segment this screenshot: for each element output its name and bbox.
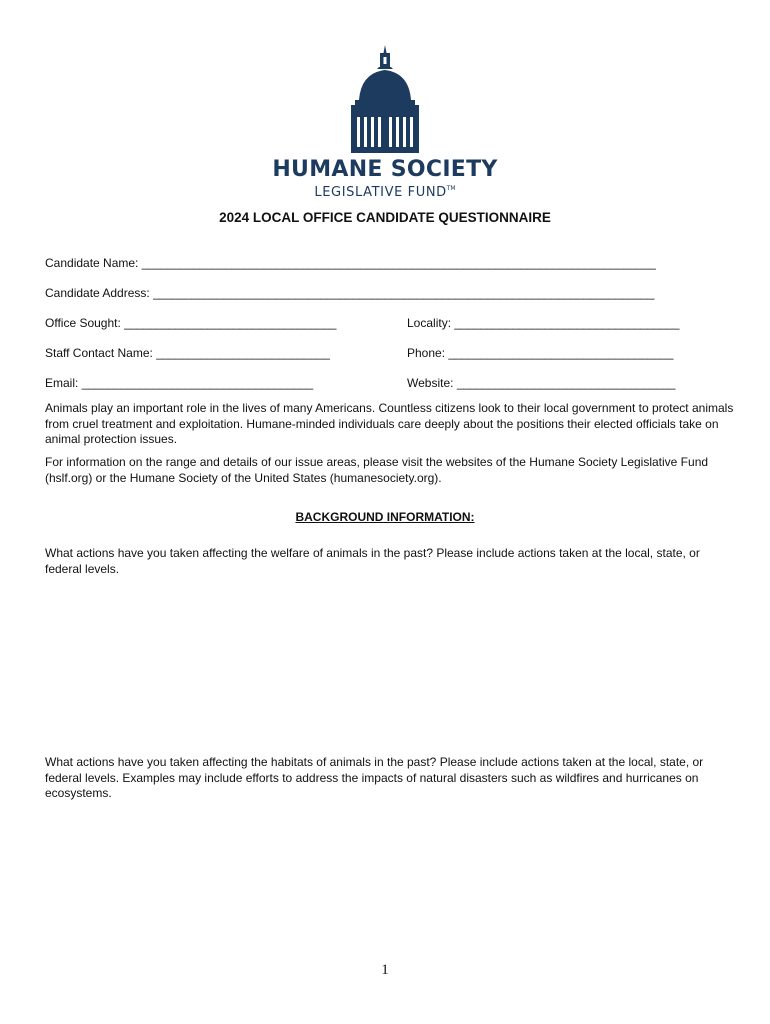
section-heading: BACKGROUND INFORMATION: <box>295 510 475 524</box>
capitol-dome-icon <box>335 45 435 155</box>
staff-contact-field[interactable] <box>45 346 330 360</box>
intro-paragraph-2: For information on the range and details of our issue areas, please visit the websites of the Humane Society Legislative Fund (hslf.org) or the Humane Society of the United States (humanesociety.org). <box>45 455 709 485</box>
email-field[interactable] <box>45 376 313 390</box>
office-sought-field[interactable] <box>45 316 336 330</box>
phone-label: Phone: <box>407 346 446 360</box>
document-title: 2024 LOCAL OFFICE CANDIDATE QUESTIONNAIRE <box>219 210 551 225</box>
locality-label: Locality: <box>407 316 452 330</box>
staff-contact-line[interactable]: ___________________________ <box>156 346 330 360</box>
question-1: What actions have you taken affecting the welfare of animals in the past? Please include actions taken at the local, state, or federal levels. <box>45 546 700 576</box>
locality-line[interactable]: ___________________________________ <box>454 316 680 330</box>
question-2: What actions have you taken affecting the habitats of animals in the past? Please include actions taken at the local, state, or federal levels. Examples may include efforts to address the impacts of natural disasters such as wildfires and hurricanes on ecosystems. <box>45 755 704 800</box>
org-name: HUMANE SOCIETY <box>272 157 498 182</box>
intro-paragraph-1: Animals play an important role in the lives of many Americans. Countless citizens look to their local government to protect animals from cruel treatment and exploitation. Humane-minded individuals care deeply about the positions their elected officials take on animal protection issues. <box>45 401 734 446</box>
candidate-name-line[interactable]: ________________________________________________________________________________ <box>141 256 656 270</box>
office-sought-line[interactable]: _________________________________ <box>124 316 337 330</box>
org-subtitle: LEGISLATIVE FUND™ <box>314 185 456 200</box>
website-label: Website: <box>407 376 454 390</box>
phone-line[interactable]: ___________________________________ <box>448 346 674 360</box>
office-sought-label: Office Sought: <box>45 316 121 330</box>
candidate-address-label: Candidate Address: <box>45 286 150 300</box>
website-line[interactable]: __________________________________ <box>456 376 676 390</box>
page-number: 1 <box>381 962 389 978</box>
trademark-mark: TM <box>446 185 456 192</box>
candidate-name-field[interactable] <box>45 256 656 270</box>
email-line[interactable]: ____________________________________ <box>81 376 313 390</box>
staff-contact-label: Staff Contact Name: <box>45 346 153 360</box>
candidate-name-label: Candidate Name: <box>45 256 139 270</box>
candidate-address-field[interactable] <box>45 286 654 300</box>
phone-field[interactable] <box>407 346 673 360</box>
candidate-address-line[interactable]: ______________________________________________________________________________ <box>153 286 655 300</box>
locality-field[interactable] <box>407 316 679 330</box>
email-label: Email: <box>45 376 79 390</box>
website-field[interactable] <box>407 376 675 390</box>
